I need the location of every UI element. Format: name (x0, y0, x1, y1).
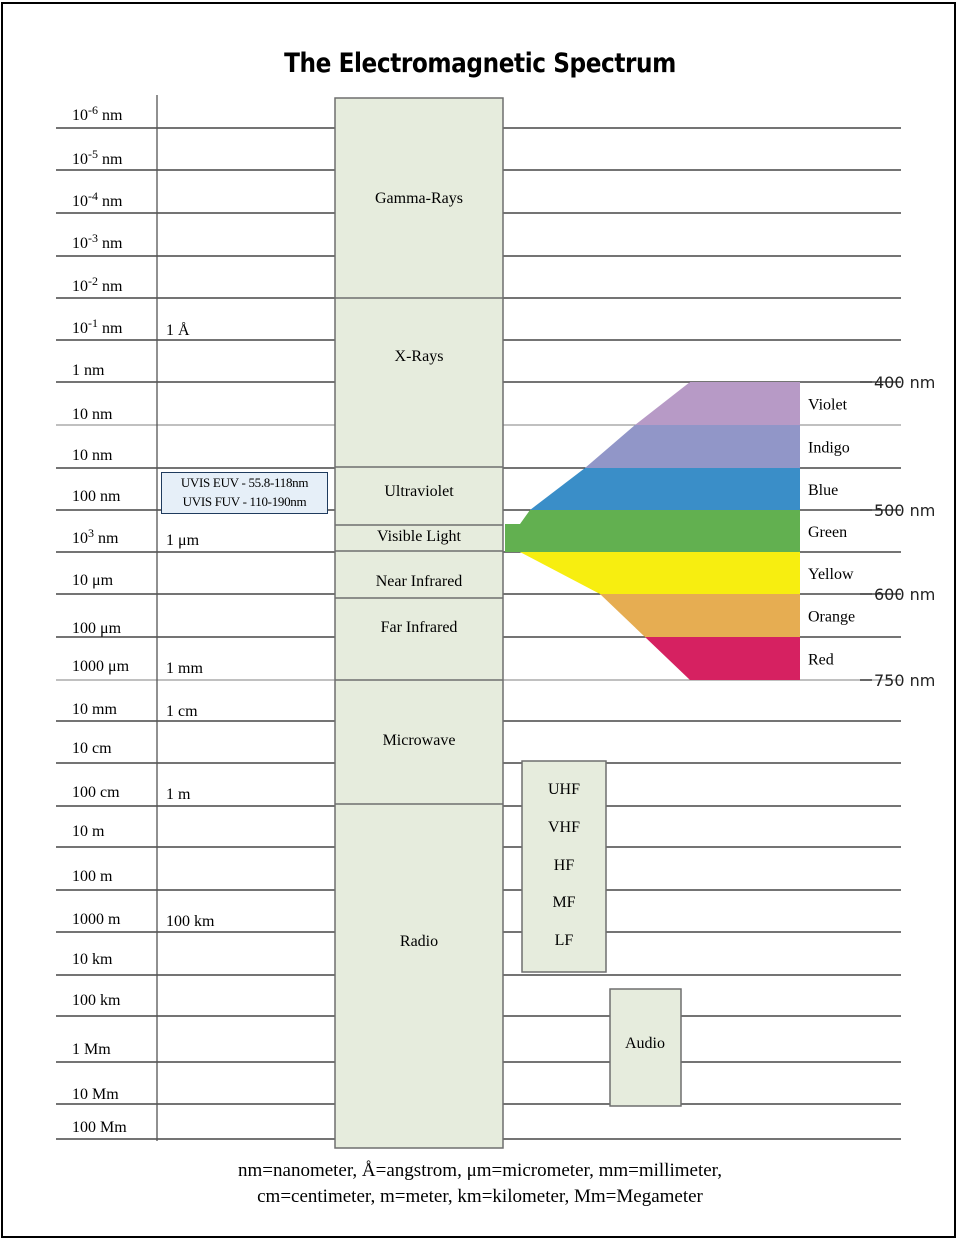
color-band-green (505, 510, 800, 552)
wavelength-mark-label: 600 nm (874, 585, 936, 604)
radio-band-label: LF (554, 932, 574, 949)
row-label: $10^{-4}$ nm (72, 189, 123, 210)
band-label: Near Infrared (375, 573, 463, 590)
color-label-red: Red (808, 651, 834, 669)
color-band-yellow (520, 552, 800, 594)
audio-box (610, 989, 681, 1106)
row-note: 1 μm (166, 532, 200, 549)
row-label: 1 nm (72, 362, 105, 379)
row-label: 100 m (72, 868, 113, 885)
row-labels (72, 103, 215, 1136)
wavelength-mark-label: 750 nm (874, 671, 936, 690)
color-band-orange (600, 594, 800, 637)
wavelength-mark-label: 400 nm (874, 373, 936, 392)
band-label: Gamma-Rays (375, 190, 463, 207)
radio-bands-box (522, 761, 606, 972)
color-label-violet: Violet (808, 396, 848, 414)
row-label: $10^{-6}$ nm (72, 103, 123, 124)
color-label-indigo: Indigo (808, 439, 850, 457)
row-label: 10 nm (72, 406, 113, 423)
wavelength-marks (860, 373, 935, 690)
row-note: 1 mm (166, 660, 203, 677)
row-label: 100 cm (72, 784, 120, 801)
band-label: Ultraviolet (384, 483, 454, 500)
row-label: $10^{-5}$ nm (72, 147, 123, 168)
color-label-green: Green (808, 524, 848, 541)
row-label: 100 μm (72, 620, 122, 637)
row-label: 10 nm (72, 447, 113, 464)
color-band-red (645, 637, 800, 680)
uvis-euv-label: UVIS EUV - 55.8-118nm (180, 475, 309, 490)
row-label: 100 Mm (72, 1119, 127, 1136)
footer-line-1: nm=nanometer, Å=angstrom, μm=micrometer, mm=millimeter, (238, 1160, 722, 1181)
row-label: $10^{-1}$ nm (72, 316, 123, 337)
color-band-indigo (585, 425, 800, 468)
color-label-orange: Orange (808, 608, 856, 626)
color-band-violet (635, 382, 800, 425)
row-label: 1000 m (72, 911, 121, 928)
row-label: 10 Mm (72, 1086, 119, 1103)
row-label: 1000 μm (72, 658, 130, 675)
row-label: 10 m (72, 823, 105, 840)
band-label: Microwave (382, 732, 456, 749)
row-label: $10^3$ nm (72, 526, 119, 547)
row-label: 10 μm (72, 572, 114, 589)
color-band-blue (530, 468, 800, 510)
row-note: 1 m (166, 786, 191, 803)
band-label: Visible Light (377, 528, 461, 545)
color-label-yellow: Yellow (808, 566, 854, 583)
row-label: $10^{-2}$ nm (72, 274, 123, 295)
visible-spectrum-fan (505, 382, 855, 680)
band-label: Radio (399, 933, 439, 950)
wavelength-mark-label: 500 nm (874, 501, 936, 520)
page-title: The Electromagnetic Spectrum (284, 48, 676, 79)
footer-line-2: cm=centimeter, m=meter, km=kilometer, Mm=Megameter (257, 1186, 703, 1207)
row-label: 10 mm (72, 701, 117, 718)
uvis-fuv-label: UVIS FUV - 110-190nm (182, 494, 307, 509)
row-label: 10 km (72, 951, 113, 968)
uvis-box (161, 472, 328, 514)
row-label: 1 Mm (72, 1041, 111, 1058)
row-label: 100 nm (72, 488, 121, 505)
band-column (335, 98, 503, 1148)
radio-band-label: MF (552, 894, 576, 911)
radio-band-label: VHF (547, 819, 581, 836)
band-label: Far Infrared (380, 619, 458, 636)
band-label: X-Rays (394, 348, 444, 365)
row-label: 10 cm (72, 740, 112, 757)
row-note: 100 km (166, 913, 215, 930)
radio-band-label: UHF (547, 781, 581, 798)
row-label: 100 km (72, 992, 121, 1009)
row-label: $10^{-3}$ nm (72, 231, 123, 252)
audio-label: Audio (625, 1035, 665, 1052)
row-note: 1 cm (166, 703, 198, 720)
row-note: 1 Å (166, 322, 190, 339)
radio-band-label: HF (553, 857, 575, 874)
color-label-blue: Blue (808, 482, 839, 499)
